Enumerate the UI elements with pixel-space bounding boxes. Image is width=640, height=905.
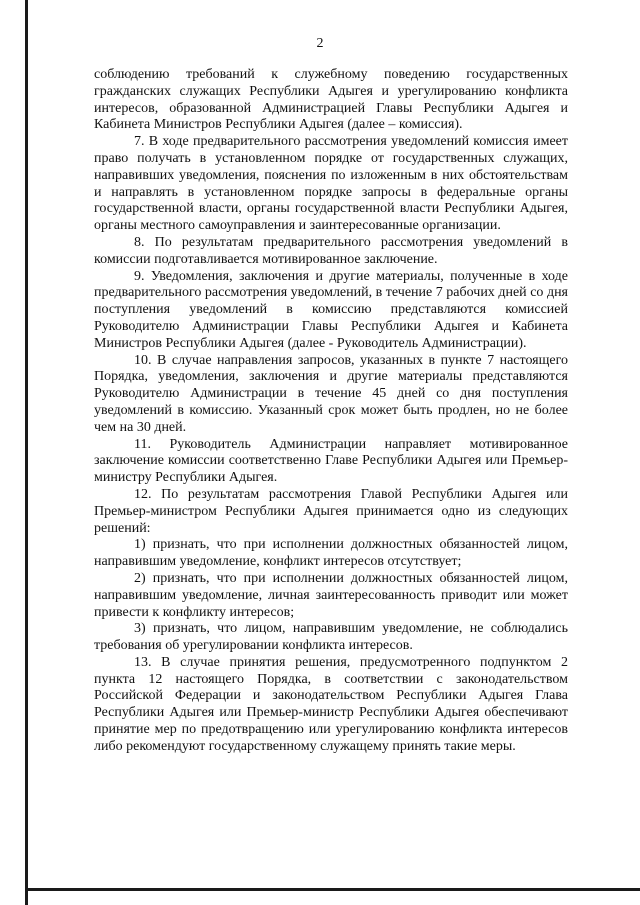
- paragraph-item-12: 12. По результатам рассмотрения Главой Республики Адыгея или Премьер-министром Республики Адыгея принимается одно из следующих решений:: [94, 486, 568, 536]
- subparagraph-3: 3) признать, что лицом, направившим уведомление, не соблюдались требования об урегулировании конфликта интересов.: [94, 621, 568, 654]
- scan-left-edge: [25, 0, 28, 905]
- paragraph-item-8: 8. По результатам предварительного рассмотрения уведомлений в комиссии подготавливается мотивированное заключение.: [94, 234, 568, 267]
- scan-bottom-edge: [25, 888, 640, 891]
- subparagraph-2: 2) признать, что при исполнении должностных обязанностей лицом, направившим уведомление, личная заинтересованность приводит или может привести к конфликту интересов;: [94, 570, 568, 620]
- paragraph-item-7: 7. В ходе предварительного рассмотрения уведомлений комиссия имеет право получать в установленном порядке от государственных служащих, направивших уведомления, пояснения по изложенным в них обстоятельствам и направлять в установленном порядке запросы в федеральные органы государственной власти, органы государственной власти Республики Адыгея, органы местного самоуправления и заинтересованные организации.: [94, 134, 568, 234]
- paragraph-item-10: 10. В случае направления запросов, указанных в пункте 7 настоящего Порядка, уведомления, заключения и другие материалы представляются Руководителю Администрации в течение 45 дней со дня поступления уведомлений в комиссию. Указанный срок может быть продлен, но не более чем на 30 дней.: [94, 352, 568, 435]
- paragraph-continuation: соблюдению требований к служебному поведению государственных гражданских служащих Республики Адыгея и урегулированию конфликта интересов, образованной Администрацией Главы Республики Адыгея и Кабинета Министров Республики Адыгея (далее – комиссия).: [94, 67, 568, 133]
- page-number: 2: [316, 36, 324, 51]
- paragraph-item-9: 9. Уведомления, заключения и другие материалы, полученные в ходе предварительного рассмотрения уведомлений, в течение 7 рабочих дней со дня поступления уведомлений в комиссию представляются комиссией Руководителю Администрации Главы Республики Адыгея и Кабинета Министров Республики Адыгея (далее - Руководитель Администрации).: [94, 268, 568, 351]
- document-body: [94, 67, 568, 756]
- paragraph-item-11: 11. Руководитель Администрации направляет мотивированное заключение комиссии соответственно Главе Республики Адыгея или Премьер-министру Республики Адыгея.: [94, 436, 568, 486]
- subparagraph-1: 1) признать, что при исполнении должностных обязанностей лицом, направившим уведомление, конфликт интересов отсутствует;: [94, 537, 568, 570]
- paragraph-item-13: 13. В случае принятия решения, предусмотренного подпунктом 2 пункта 12 настоящего Порядка, в соответствии с законодательством Российской Федерации и законодательством Республики Адыгея Глава Республики Адыгея или Премьер-министр Республики Адыгея обеспечивают принятие мер по предотвращению или урегулированию конфликта интересов либо рекомендуют государственному служащему принять такие меры.: [94, 654, 568, 754]
